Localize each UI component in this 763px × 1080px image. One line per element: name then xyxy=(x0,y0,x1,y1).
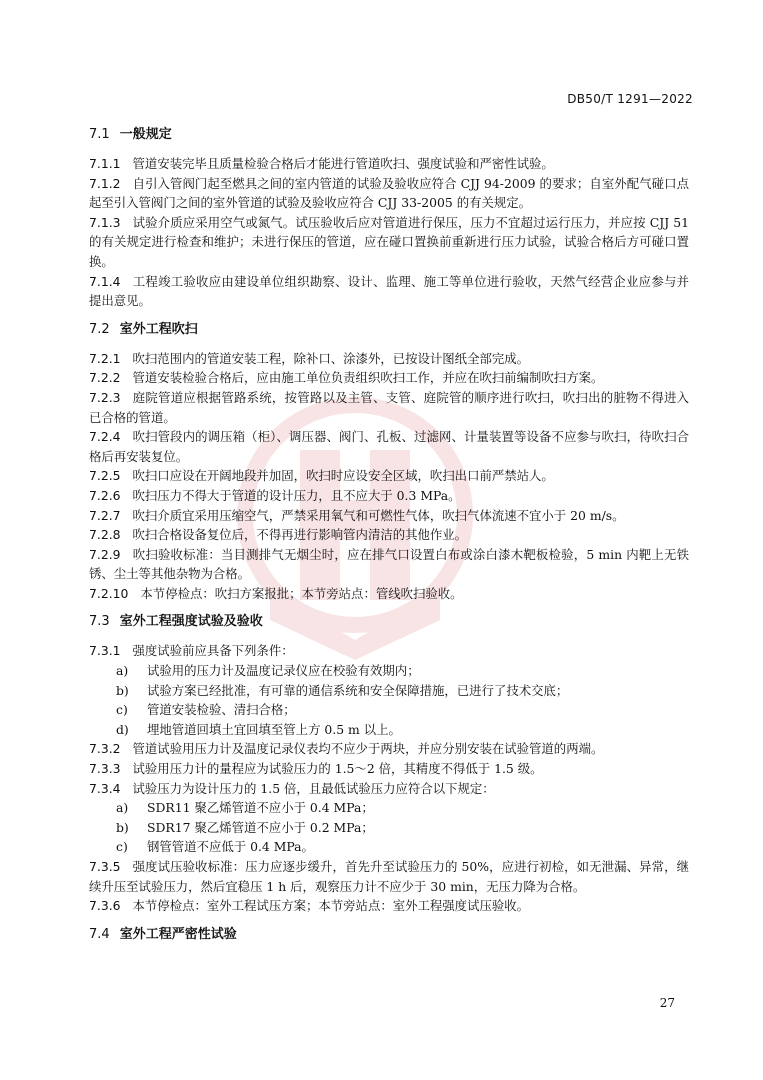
clause xyxy=(89,779,689,799)
clause-text: 本节停检点：吹扫方案报批；本节旁站点：管线吹扫验收。 xyxy=(140,585,463,601)
list-marker: c) xyxy=(116,839,128,855)
clause xyxy=(89,857,689,896)
clause-number: 7.1.4 xyxy=(89,273,121,289)
section-heading xyxy=(89,613,689,631)
list-item xyxy=(89,681,689,701)
clause xyxy=(89,641,689,661)
condition-list xyxy=(89,661,689,739)
clause xyxy=(89,584,689,604)
clause-text: 本节停检点：室外工程试压方案；本节旁站点：室外工程强度试压验收。 xyxy=(132,898,530,914)
page-number: 27 xyxy=(659,996,675,1010)
clause xyxy=(89,759,689,779)
section-number: 7.1 xyxy=(89,127,110,142)
clause-number: 7.1.2 xyxy=(89,175,121,191)
clause-text: 强度试验前应具备下列条件： xyxy=(132,643,294,659)
list-marker: b) xyxy=(116,819,129,835)
clause xyxy=(89,896,689,916)
clause xyxy=(89,545,689,584)
list-item xyxy=(89,798,689,818)
clause-text: 庭院管道应根据管路系统，按管路以及主管、支管、庭院管的顺序进行吹扫，吹扫出的脏物不得进入已合格的管道。 xyxy=(89,389,689,425)
clause xyxy=(89,486,689,506)
clause-number: 7.2.4 xyxy=(89,429,121,445)
clause-text: 吹扫压力不得大于管道的设计压力，且不应大于 0.3 MPa。 xyxy=(132,487,461,503)
list-marker: a) xyxy=(116,663,129,679)
list-text: 管道安装检验、清扫合格； xyxy=(147,702,296,718)
clause xyxy=(89,272,689,311)
clause-number: 7.2.6 xyxy=(89,487,121,503)
clause xyxy=(89,213,689,272)
clause-text: 管道安装检验合格后，应由施工单位负责组织吹扫工作，并应在吹扫前编制吹扫方案。 xyxy=(132,370,604,386)
list-marker: c) xyxy=(116,702,128,718)
list-text: 试验方案已经批准，有可靠的通信系统和安全保障措施，已进行了技术交底； xyxy=(147,682,569,698)
list-marker: b) xyxy=(116,682,129,698)
clause-number: 7.2.7 xyxy=(89,507,121,523)
list-text: 钢管管道不应低于 0.4 MPa。 xyxy=(147,839,314,855)
list-item xyxy=(89,818,689,838)
clause-number: 7.2.8 xyxy=(89,527,121,543)
clause xyxy=(89,154,689,174)
main-content xyxy=(89,126,689,954)
clause-number: 7.2.3 xyxy=(89,389,121,405)
section-title: 一般规定 xyxy=(119,127,172,142)
list-item xyxy=(89,720,689,740)
clause-text: 试验用压力计的量程应为试验压力的 1.5～2 倍，其精度不得低于 1.5 级。 xyxy=(132,761,543,777)
clause-number: 7.1.3 xyxy=(89,214,121,230)
clause-text: 吹扫验收标准：当目测排气无烟尘时，应在排气口设置白布或涂白漆木靶板检验，5 min 内靶上无铁锈、尘土等其他杂物为合格。 xyxy=(89,546,689,582)
section-title: 室外工程严密性试验 xyxy=(119,926,237,942)
section-number: 7.4 xyxy=(89,926,110,942)
clause-number: 7.2.2 xyxy=(89,370,121,386)
list-marker: a) xyxy=(116,800,129,816)
list-text: 试验用的压力计及温度记录仪应在校验有效期内； xyxy=(147,663,420,679)
clause xyxy=(89,174,689,213)
clause-number: 7.3.6 xyxy=(89,898,121,914)
section-heading xyxy=(89,321,689,339)
clause-text: 工程竣工验收应由建设单位组织勘察、设计、监理、施工等单位进行验收，天然气经营企业应参与并提出意见。 xyxy=(89,273,689,309)
clause-text: 管道试验用压力计及温度记录仪表均不应少于两块，并应分别安装在试验管道的两端。 xyxy=(132,741,604,757)
clause-number: 7.3.4 xyxy=(89,780,121,796)
clause-number: 7.1.1 xyxy=(89,156,121,171)
clause-text: 吹扫管段内的调压箱（柜）、调压器、阀门、孔板、过滤网、计量装置等设备不应参与吹扫，待吹扫合格后再安装复位。 xyxy=(89,429,689,464)
clause-number: 7.2.9 xyxy=(89,546,121,562)
clause xyxy=(89,388,689,427)
section-number: 7.2 xyxy=(89,321,110,337)
section-heading xyxy=(89,926,689,944)
clause-text: 吹扫范围内的管道安装工程，除补口、涂漆外，已按设计图纸全部完成。 xyxy=(132,350,530,366)
list-item xyxy=(89,700,689,720)
section-title: 室外工程吹扫 xyxy=(119,321,198,337)
clause-text: 强度试压验收标准：压力应逐步缓升，首先升至试验压力的 50%，应进行初检，如无泄漏、异常，继续升压至试验压力，然后宜稳压 1 h 后，观察压力计不应少于 30 min，无压力降为合格。 xyxy=(89,859,689,894)
clause-number: 7.3.2 xyxy=(89,741,121,757)
clause xyxy=(89,427,689,466)
clause xyxy=(89,466,689,486)
clause-text: 吹扫合格设备复位后，不得再进行影响管内清洁的其他作业。 xyxy=(132,527,468,543)
standard-code: DB50/T 1291—2022 xyxy=(567,92,693,106)
list-text: SDR17 聚乙烯管道不应小于 0.2 MPa； xyxy=(147,819,374,835)
clause-text: 自引入管阀门起至燃具之间的室内管道的试验及验收应符合 CJJ 94-2009 的要求；自室外配气碰口点起至引入管阀门之间的室外管道的试验及验收应符合 CJJ 33-2005 的有关规定。 xyxy=(89,175,689,211)
clause xyxy=(89,525,689,545)
clause-number: 7.2.5 xyxy=(89,468,121,484)
clause-text: 试验介质应采用空气或氮气。试压验收后应对管道进行保压，压力不宜超过运行压力，并应按 CJJ 51 的有关规定进行检查和维护；未进行保压的管道，应在碰口置换前重新进行压力试验，试验合格后方可碰口置换。 xyxy=(89,214,689,269)
clause-text: 管道安装完毕且质量检验合格后才能进行管道吹扫、强度试验和严密性试验。 xyxy=(132,156,554,171)
list-item xyxy=(89,661,689,681)
section-heading xyxy=(89,126,689,144)
clause xyxy=(89,739,689,759)
clause xyxy=(89,349,689,369)
section-number: 7.3 xyxy=(89,614,110,630)
clause-number: 7.3.5 xyxy=(89,859,121,874)
clause xyxy=(89,506,689,526)
clause-number: 7.3.3 xyxy=(89,761,121,777)
clause-number: 7.2.1 xyxy=(89,350,121,366)
list-marker: d) xyxy=(116,721,129,737)
clause-number: 7.2.10 xyxy=(89,585,129,601)
list-text: SDR11 聚乙烯管道不应小于 0.4 MPa； xyxy=(147,800,374,816)
clause-text: 试验压力为设计压力的 1.5 倍，且最低试验压力应符合以下规定： xyxy=(132,780,495,796)
list-item xyxy=(89,837,689,857)
clause-text: 吹扫口应设在开阔地段并加固，吹扫时应设安全区域，吹扫出口前严禁站人。 xyxy=(132,468,554,484)
clause-text: 吹扫介质宜采用压缩空气，严禁采用氧气和可燃性气体，吹扫气体流速不宜小于 20 m/s。 xyxy=(132,507,625,523)
section-title: 室外工程强度试验及验收 xyxy=(119,614,263,630)
clause xyxy=(89,368,689,388)
clause-number: 7.3.1 xyxy=(89,643,121,659)
pressure-list xyxy=(89,798,689,857)
list-text: 埋地管道回填土宜回填至管上方 0.5 m 以上。 xyxy=(147,721,401,737)
